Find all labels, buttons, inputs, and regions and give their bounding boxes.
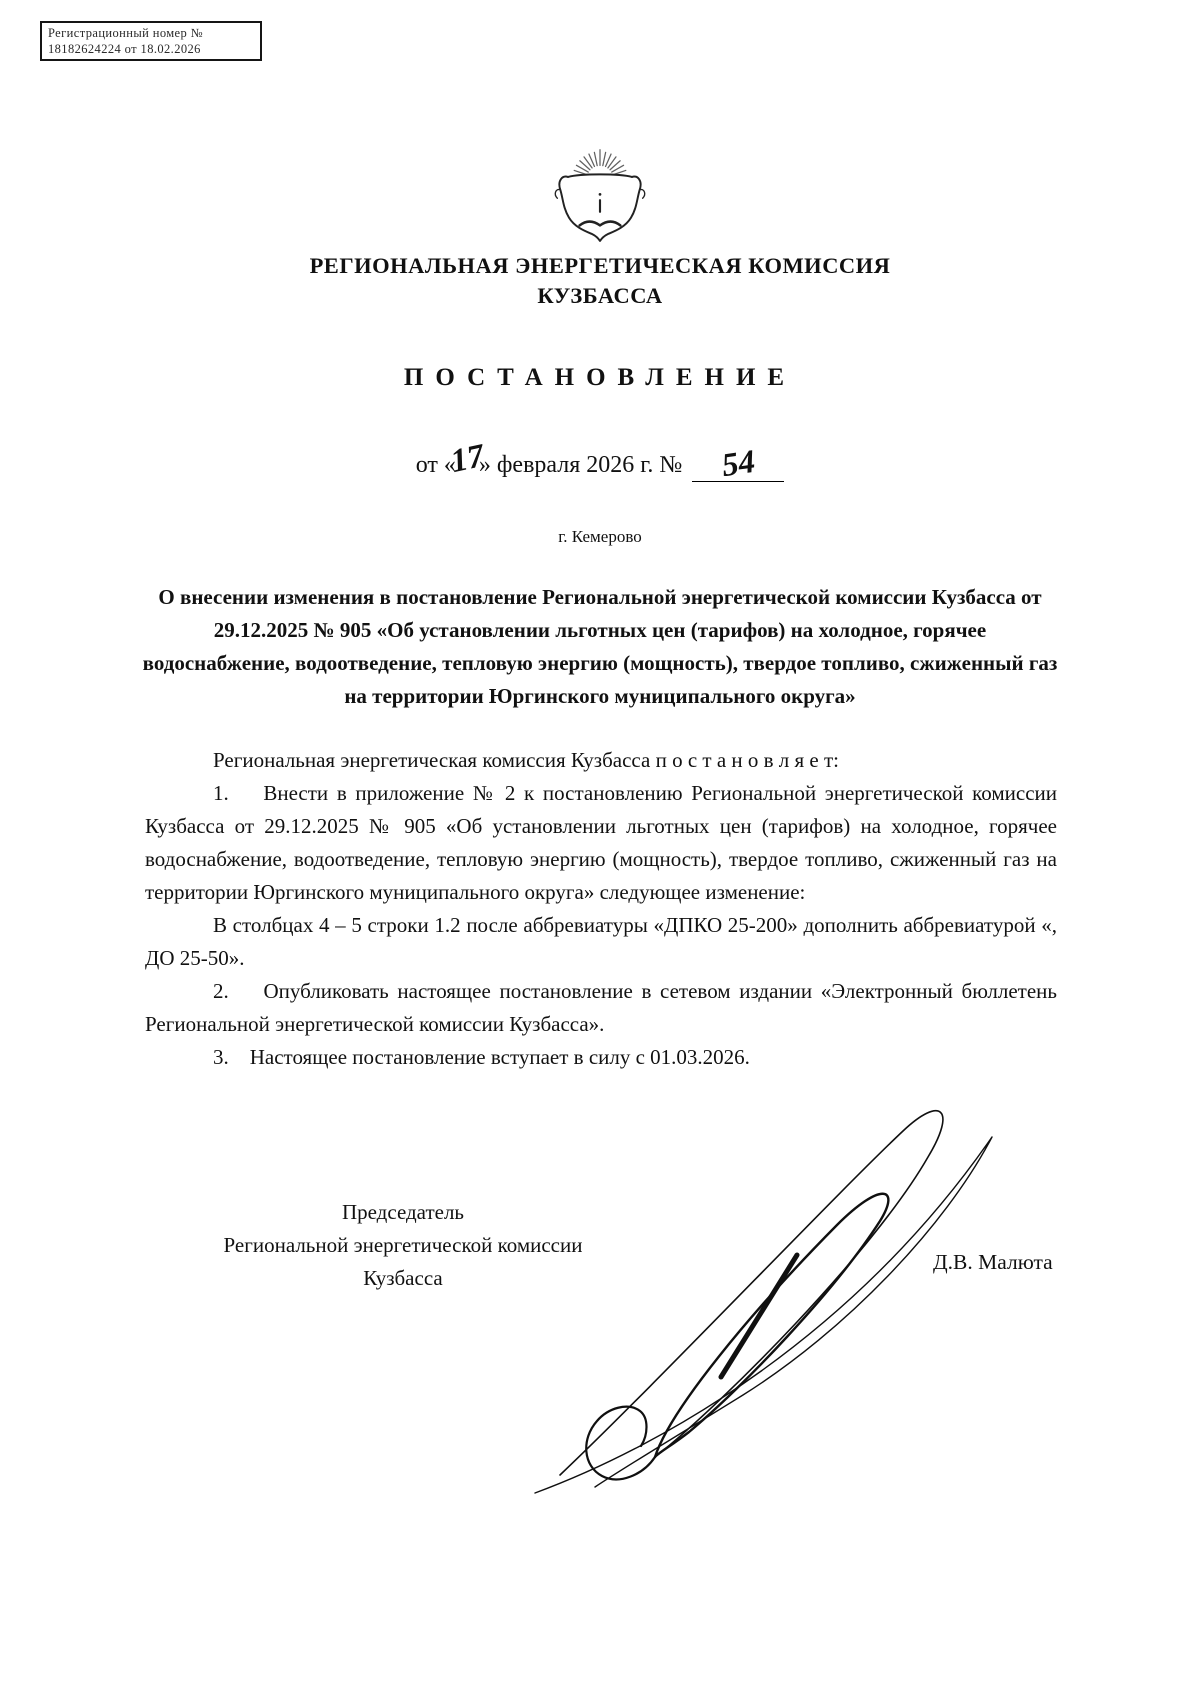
paragraph-amendment: В столбцах 4 – 5 строки 1.2 после аббревиатуры «ДПКО 25-200» дополнить аббревиатурой «, ДО 25-50». bbox=[145, 913, 1057, 970]
document-type-heading: ПОСТАНОВЛЕНИЕ bbox=[403, 364, 797, 391]
date-prefix: от « bbox=[415, 452, 456, 478]
paragraph-preamble: Региональная энергетическая комиссия Кузбасса п о с т а н о в л я е т: bbox=[213, 748, 840, 772]
document-body bbox=[145, 744, 1057, 1074]
coat-of-arms-icon bbox=[537, 140, 663, 242]
signatory-position-line3: Кузбасса bbox=[363, 1266, 443, 1290]
handwritten-number: 54 bbox=[719, 443, 758, 485]
paragraph-item-1: 1. Внести в приложение № 2 к постановлению Региональной энергетической комиссии Кузбасса от 29.12.2025 № 905 «Об установлении льготных цен (тарифов) на холодное, горячее водоснабжение, водоотведение, тепловую энергию (мощность), твердое топливо, сжиженный газ на территории Юргинского муниципального округа» следующее изменение: bbox=[145, 781, 1057, 904]
paragraph-item-3: 3. Настоящее постановление вступает в силу с 01.03.2026. bbox=[213, 1045, 750, 1069]
signatory-position-line1: Председатель bbox=[341, 1200, 465, 1224]
organization-name-line1: РЕГИОНАЛЬНАЯ ЭНЕРГЕТИЧЕСКАЯ КОМИССИЯ bbox=[309, 253, 891, 278]
document-number-blank bbox=[692, 443, 784, 485]
document-title: О внесении изменения в постановление Региональной энергетической комиссии Кузбасса от 29.12.2025 № 905 «Об установлении льготных цен (тарифов) на холодное, горячее водоснабжение, водоотведение, тепловую энергию (мощность), твердое топливо, сжиженный газ на территории Юргинского муниципального округа» bbox=[142, 585, 1058, 708]
stamp-number: 18182624224 от 18.02.2026 bbox=[48, 42, 201, 57]
signatory-name: Д.В. Малюта bbox=[933, 1250, 1053, 1274]
date-middle: » февраля 2026 г. № bbox=[478, 452, 683, 478]
city-line: г. Кемерово bbox=[558, 527, 642, 546]
organization-name-line2: КУЗБАССА bbox=[537, 283, 663, 308]
paragraph-item-2: 2. Опубликовать настоящее постановление в сетевом издании «Электронный бюллетень Региональной энергетической комиссии Кузбасса». bbox=[145, 979, 1057, 1036]
organization-name bbox=[0, 251, 1200, 311]
signatory-position bbox=[178, 1196, 628, 1295]
signatory-position-line2: Региональной энергетической комиссии bbox=[223, 1233, 583, 1257]
signature-flourish bbox=[505, 1085, 1025, 1505]
handwritten-day: 17 bbox=[447, 437, 488, 481]
stamp-label: Регистрационный номер № bbox=[48, 26, 203, 40]
registration-stamp bbox=[40, 21, 262, 61]
date-line bbox=[0, 437, 1200, 485]
